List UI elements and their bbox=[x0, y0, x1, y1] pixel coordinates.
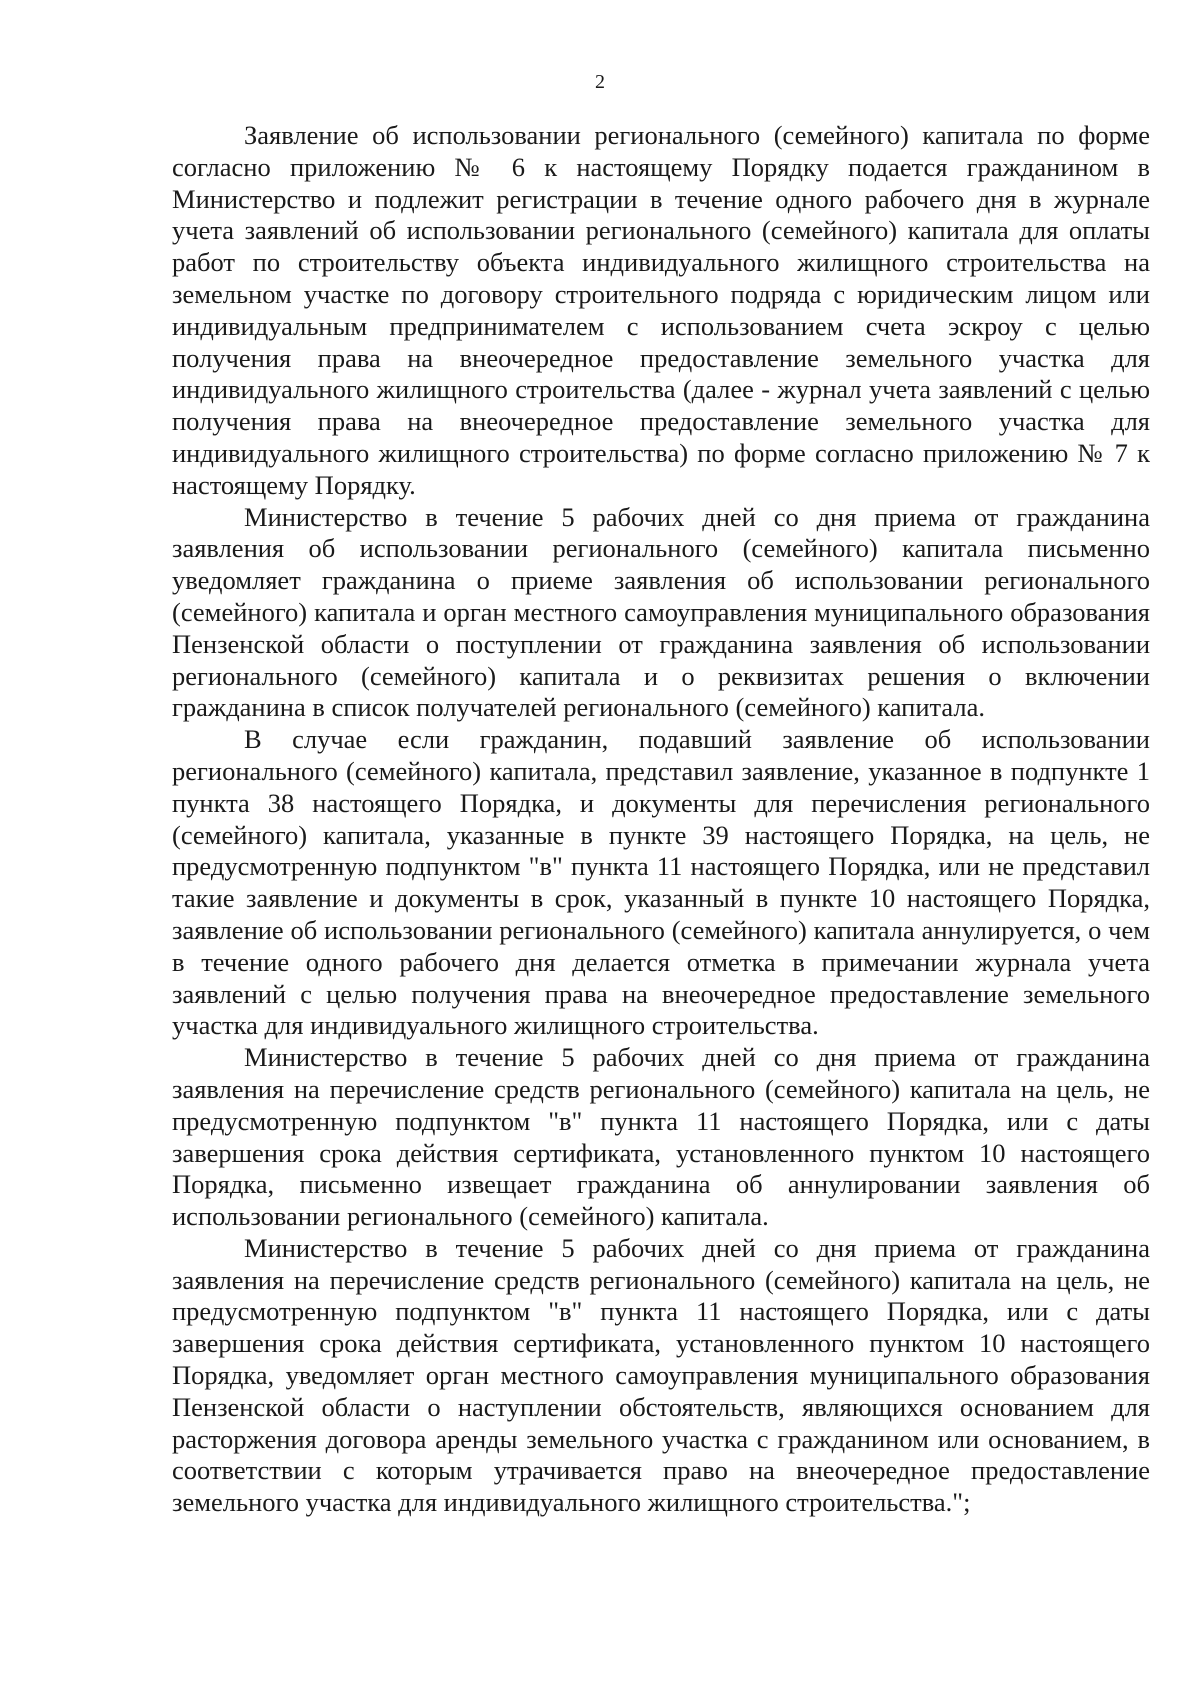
paragraph-application-annulment: В случае если гражданин, подавший заявление об использовании регионального (семейного) капитала, представил заявление, указанное в подпункте 1 пункта 38 настоящего Порядка, и документы для перечисления регионального (семейного) капитала, указанные в пункте 39 настоящего Порядка, на цель, не предусмотренную подпунктом "в" пункта 11 настоящего Порядка, или не представил такие заявление и документы в срок, указанный в пункте 10 настоящего Порядка, заявление об использовании регионального (семейного) капитала аннулируется, о чем в течение одного рабочего дня делается отметка в примечании журнала учета заявлений с целью получения права на внеочередное предоставление земельного участка для индивидуального жилищного строительства. bbox=[172, 724, 1150, 1041]
document-body bbox=[172, 120, 1150, 1519]
paragraph-citizen-notice: Министерство в течение 5 рабочих дней со дня приема от гражданина заявления на перечисление средств регионального (семейного) капитала на цель, не предусмотренную подпунктом "в" пункта 11 настоящего Порядка, или с даты завершения срока действия сертификата, установленного пунктом 10 настоящего Порядка, письменно извещает гражданина об аннулировании заявления об использовании регионального (семейного) капитала. bbox=[172, 1042, 1150, 1232]
paragraph-ministry-notification: Министерство в течение 5 рабочих дней со дня приема от гражданина заявления об использовании регионального (семейного) капитала письменно уведомляет гражданина о приеме заявления об использовании регионального (семейного) капитала и орган местного самоуправления муниципального образования Пензенской области о поступлении от гражданина заявления об использовании регионального (семейного) капитала и о реквизитах решения о включении гражданина в список получателей регионального (семейного) капитала. bbox=[172, 501, 1150, 723]
paragraph-application-registration: Заявление об использовании регионального (семейного) капитала по форме согласно приложению № 6 к настоящему Порядку подается гражданином в Министерство и подлежит регистрации в течение одного рабочего дня в журнале учета заявлений об использовании регионального (семейного) капитала для оплаты работ по строительству объекта индивидуального жилищного строительства на земельном участке по договору строительного подряда с юридическим лицом или индивидуальным предпринимателем с использованием счета эскроу с целью получения права на внеочередное предоставление земельного участка для индивидуального жилищного строительства (далее - журнал учета заявлений с целью получения права на внеочередное предоставление земельного участка для индивидуального жилищного строительства) по форме согласно приложению № 7 к настоящему Порядку. bbox=[172, 120, 1150, 500]
paragraph-local-authority-notice: Министерство в течение 5 рабочих дней со дня приема от гражданина заявления на перечисление средств регионального (семейного) капитала на цель, не предусмотренную подпунктом "в" пункта 11 настоящего Порядка, или с даты завершения срока действия сертификата, установленного пунктом 10 настоящего Порядка, уведомляет орган местного самоуправления муниципального образования Пензенской области о наступлении обстоятельств, являющихся основанием для расторжения договора аренды земельного участка с гражданином или основанием, в соответствии с которым утрачивается право на внеочередное предоставление земельного участка для индивидуального жилищного строительства."; bbox=[172, 1232, 1150, 1518]
page-number: 2 bbox=[595, 71, 605, 93]
